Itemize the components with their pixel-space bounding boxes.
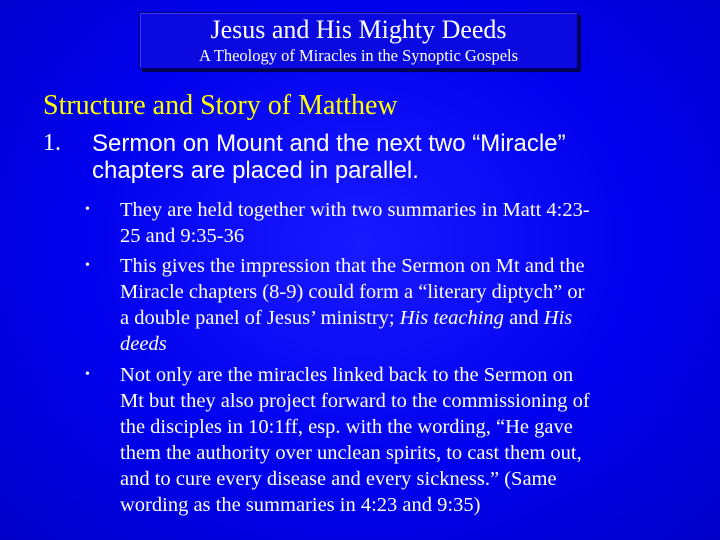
bullet-text [120,362,686,518]
bullet-line: them the authority over unclean spirits, to cast them out, [120,442,582,464]
emphasis-his: His [543,307,573,329]
bullet-line: They are held together with two summaries in Matt 4:23- [120,199,590,221]
bullet-line [120,305,686,331]
bullet-line-part: and [503,307,544,329]
bullet-line: This gives the impression that the Sermon on Mt and the [120,255,585,277]
bullet-marker: • [85,202,90,217]
bullet-line: Not only are the miracles linked back to the Sermon on [120,364,574,386]
bullet-text [120,197,686,249]
bullet-line: Miracle chapters (8-9) could form a “literary diptych” or [120,281,585,303]
bullet-line [120,331,686,357]
title-box [139,12,578,69]
bullet-marker: • [85,258,90,273]
bullet-line-part: a double panel of Jesus’ ministry; [120,307,400,329]
bullet-line: 25 and 9:35-36 [120,225,245,247]
point-line: chapters are placed in parallel. [92,157,419,184]
bullet-line: and to cure every disease and every sickness.” (Same [120,468,557,490]
point-text [92,130,692,184]
bullet-text [120,253,686,357]
slide-subtitle: A Theology of Miracles in the Synoptic Gospels [198,46,519,65]
emphasis-his-teaching: His teaching [399,307,504,329]
bullet-line: the disciples in 10:1ff, esp. with the wording, “He gave [120,416,573,438]
bullet-marker: • [85,367,90,382]
emphasis-deeds: deeds [120,333,167,355]
slide-title: Jesus and His Mighty Deeds [210,15,507,44]
bullet-line: Mt but they also project forward to the commissioning of [120,390,590,412]
bullet-line: wording as the summaries in 4:23 and 9:35) [120,494,481,516]
point-number: 1. [43,130,61,156]
point-line: Sermon on Mount and the next two “Miracle” [92,130,566,157]
section-heading: Structure and Story of Matthew [43,90,398,121]
